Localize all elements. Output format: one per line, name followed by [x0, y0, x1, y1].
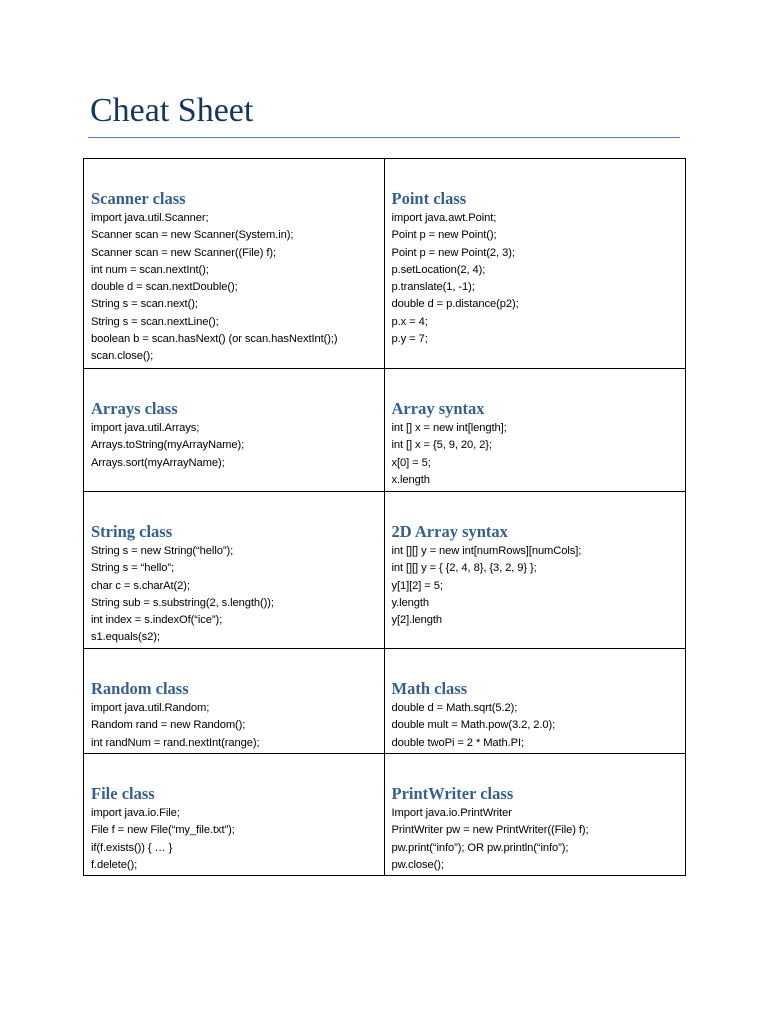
code-line: double d = p.distance(p2); [391, 298, 519, 311]
code-line: PrintWriter pw = new PrintWriter((File) f); [391, 824, 589, 837]
code-line: Import java.io.PrintWriter [391, 807, 512, 819]
code-line: scan.close(); [91, 350, 154, 363]
code-line: int randNum = rand.nextInt(range); [91, 736, 260, 749]
code-line: p.x = 4; [391, 315, 428, 328]
section-scanner-class [84, 159, 385, 368]
section-file-class [84, 754, 385, 875]
code-line: double d = Math.sqrt(5.2); [391, 702, 518, 714]
section-array-syntax [385, 369, 686, 491]
section-heading: File class [91, 784, 155, 803]
code-line: x.length [391, 473, 430, 486]
code-line: y[1][2] = 5; [391, 579, 443, 592]
section-heading: Point class [391, 189, 467, 208]
section-heading: 2D Array syntax [391, 522, 508, 541]
code-line: String s = new String(“hello”); [91, 545, 234, 557]
code-line: boolean b = scan.hasNext() (or scan.hasNextInt();) [91, 333, 338, 346]
code-line: Point p = new Point(); [391, 229, 497, 242]
section-math-class [385, 649, 686, 753]
code-line: File f = new File(“my_file.txt”); [91, 824, 235, 837]
code-line: Arrays.sort(myArrayName); [91, 456, 225, 469]
code-line: String sub = s.substring(2, s.length()); [91, 596, 274, 609]
table-row [84, 491, 685, 648]
code-line: Arrays.toString(myArrayName); [91, 439, 245, 452]
code-line: double mult = Math.pow(3.2, 2.0); [391, 719, 556, 732]
section-heading: String class [91, 522, 173, 541]
code-line: import java.io.File; [91, 807, 180, 819]
code-line: char c = s.charAt(2); [91, 579, 190, 592]
code-line: Point p = new Point(2, 3); [391, 246, 515, 259]
section-string-class [84, 492, 385, 648]
code-line: String s = scan.next(); [91, 298, 198, 311]
table-row [84, 648, 685, 753]
section-2d-array-syntax [385, 492, 686, 648]
table-row [84, 368, 685, 491]
code-line: import java.awt.Point; [391, 212, 497, 224]
section-arrays-class [84, 369, 385, 491]
section-heading: Math class [391, 679, 468, 698]
code-line: Scanner scan = new Scanner((File) f); [91, 246, 277, 259]
cheat-sheet-table [83, 158, 686, 876]
section-heading: Scanner class [91, 189, 186, 208]
code-line: int [] x = {5, 9, 20, 2}; [391, 439, 492, 452]
table-row [84, 159, 685, 368]
code-line: import java.util.Arrays; [91, 422, 200, 434]
page-title: Cheat Sheet [90, 92, 254, 129]
title-underline [88, 137, 680, 138]
table-row [84, 753, 685, 875]
code-line: if(f.exists()) { … } [91, 841, 173, 854]
code-line: Scanner scan = new Scanner(System.in); [91, 229, 294, 242]
code-line: y.length [391, 596, 430, 609]
code-line: import java.util.Random; [91, 702, 210, 714]
section-heading: Random class [91, 679, 189, 698]
code-line: s1.equals(s2); [91, 631, 160, 644]
code-line: String s = scan.nextLine(); [91, 315, 219, 328]
code-line: p.y = 7; [391, 333, 428, 346]
code-line: int num = scan.nextInt(); [91, 263, 209, 276]
code-line: int index = s.indexOf(“ice”); [91, 614, 223, 627]
code-line: int [] x = new int[length]; [391, 422, 507, 434]
code-line: pw.close(); [391, 858, 444, 871]
code-line: f.delete(); [91, 858, 138, 871]
code-line: double twoPi = 2 * Math.PI; [391, 736, 525, 749]
code-line: pw.print(“info”); OR pw.println(“info”); [391, 841, 569, 854]
section-heading: Arrays class [91, 399, 178, 418]
code-line: String s = “hello”; [91, 562, 174, 575]
section-heading: Array syntax [391, 399, 485, 418]
section-point-class [385, 159, 686, 368]
code-line: import java.util.Scanner; [91, 212, 209, 224]
section-printwriter-class [385, 754, 686, 875]
code-line: p.setLocation(2, 4); [391, 263, 486, 276]
code-line: int [][] y = new int[numRows][numCols]; [391, 545, 582, 557]
code-line: p.translate(1, -1); [391, 281, 475, 294]
code-line: double d = scan.nextDouble(); [91, 281, 238, 294]
code-line: int [][] y = { {2, 4, 8}, {3, 2, 9} }; [391, 562, 537, 575]
code-line: y[2].length [391, 614, 443, 627]
code-line: Random rand = new Random(); [91, 719, 246, 732]
code-line: x[0] = 5; [391, 456, 431, 469]
section-heading: PrintWriter class [391, 784, 514, 803]
section-random-class [84, 649, 385, 753]
